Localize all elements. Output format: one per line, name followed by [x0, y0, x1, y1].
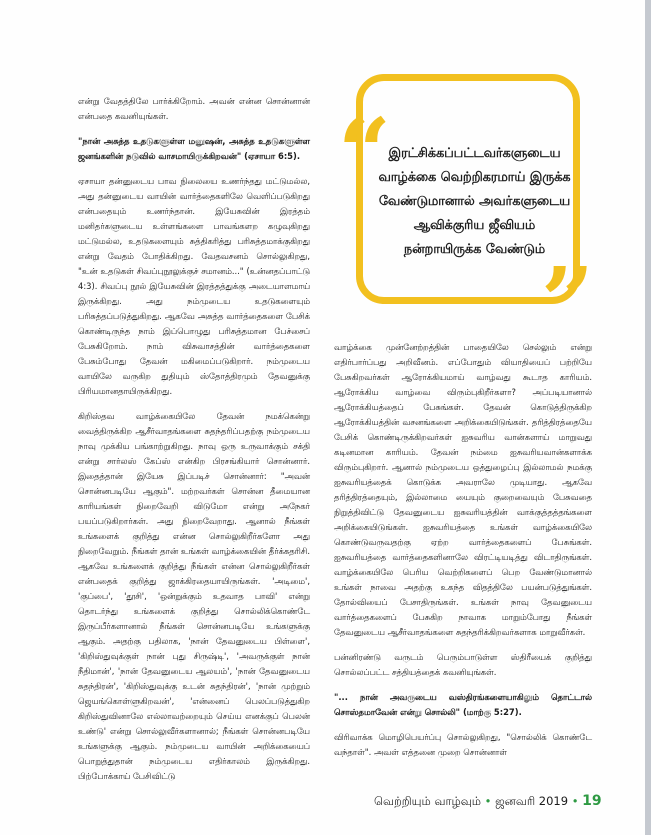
right-column	[334, 340, 592, 760]
pull-quote-text	[372, 142, 577, 262]
right-paragraph-amplified: விரிவாக்க மொழிபெயர்ப்பு சொல்லுகிறது, "சொல்லிக் கொண்டே வந்தாள்". அவள் எத்தனை முறை சொன்னாள்	[334, 732, 592, 757]
pull-quote-line: வேண்டுமானால் அவர்களுடைய	[378, 194, 571, 209]
left-column	[78, 94, 310, 784]
right-paragraph-woman: பன்னிரண்டு வருடம் பெரும்பாடுள்ள ஸ்திரீயைக் குறித்து சொல்லப்பட்ட சத்தியத்தைக் கவனியுங்கள்.	[334, 652, 592, 677]
pull-quote-line: நன்றாயிருக்க வேண்டும்	[403, 242, 546, 257]
right-paragraph-health: வாழ்க்கை முன்னேற்றத்தின் பாதையிலே செல்லும் என்று எதிர்பார்ப்பது அறிவீனம். எப்போதும் வியாதியைப் பற்றியே பேசுகிறவர்கள் ஆரோக்கியமாய் வாழ்வது கூடாத காரியம். ஆரோக்கிய வாழ்வை விரும்புகிறீர்களா? அப்படியானால் ஆரோக்கியத்தைப் பேசுங்கள். தேவன் கொடுத்திருக்கிற ஆரோக்கியத்தின் வசனங்களை அறிக்கையிடுங்கள். தரித்திரத்தையே பேசிக் கொண்டிருக்கிறவர்கள் ஐசுவரிய வான்களாய் மாறுவது கடினமான காரியம். தேவன் நம்மை ஐசுவரியவான்களாக்க விரும்புகிறார். ஆனால் நம்முடைய ஒத்துழைப்பு இல்லாமல் நமக்கு ஐசுவரியத்தைக் கொடுக்க அவராலே முடியாது. ஆகவே தரித்திரத்தையும், இல்லாமை யையும் குறைவையும் பேசுவதை நிறுத்திவிட்டு தேவனுடைய ஐசுவரியத்தின் வாக்குத்தத்தங்களை அறிக்கையிடுங்கள். ஐசுவரியத்தை உங்கள் வாழ்க்கையிலே கொண்டுவருவதற்கு ஏற்ற வார்த்தைகளைப் பேசுங்கள். ஐசுவரியத்தை வார்த்தைகளினாலே விரட்டியடித்து விடாதிருங்கள். வாழ்க்கையிலே பெரிய வெற்றிகளைப் பெற வேண்டுமானால் உங்கள் நாவை அதற்கு உகந்த விதத்திலே பயன்படுத்துங்கள். தோல்வியைப் பேசாதிருங்கள். உங்கள் நாவு தேவனுடைய வார்த்தைகளைப் பேசுகிற நாவாக மாறும்போது நீங்கள் தேவனுடைய ஆசீர்வாதங்களை சுதந்தரிக்கிறவர்களாக மாறுவீர்கள்.	[334, 342, 592, 637]
right-scripture-quote: "... நான் அவருடைய வஸ்திரங்களையாகிலும் தொட்டால் சொஸ்தமாவேன் என்று சொல்லி" (மாற்கு 5:27).	[334, 692, 592, 717]
magazine-name: வெற்றியும் வாழ்வும்	[374, 794, 481, 808]
left-paragraph-tongue: கிறிஸ்தவ வாழ்க்கையிலே தேவன் நமக்கென்று வைத்திருக்கிற ஆசீர்வாதங்களை சுதந்தரிப்பதற்கு நம்முடைய நாவு முக்கிய பங்காற்றுகிறது. நாவு ஒரு உருவாக்கும் சக்தி என்று சார்லஸ் கேப்ஸ் என்கிற பிரசங்கியார் சொன்னார். இதைத்தான் இயேசு இப்படிச் சொன்னார்: "அவன் சொன்னபடியே ஆகும்". மற்றவர்கள் சொன்ன தீமையான காரியங்கள் நிறைவேறி விடுமோ என்று அநேகர் பயப்படுகிறார்கள். அது நிறைவேறாது. ஆனால் நீங்கள் உங்களைக் குறித்து என்ன சொல்லுகிறீர்களோ அது நிறைவேறும். நீங்கள் தான் உங்கள் வாழ்க்கையின் தீர்க்கதரிசி. ஆகவே உங்களைக் குறித்து நீங்கள் என்ன சொல்லுகிறீர்கள் என்பதைக் குறித்து ஜாக்கிரதையாயிருங்கள். 'அடிமை', 'குப்பை', 'தூசி', 'ஒன்றுக்கும் உதவாத பாவி' என்று தொடர்ந்து உங்களைக் குறித்து சொல்லிக்கொண்டே இருப்பீர்களானால் நீங்கள் சொன்னபடியே உங்களுக்கு ஆகும். அதற்கு பதிலாக, 'நான் தேவனுடைய பிள்ளை', 'கிறிஸ்துவுக்குள் நான் புது சிருஷ்டி', 'அவருக்குள் நான் நீதிமான்', 'நான் தேவனுடைய ஆலயம்', 'நான் தேவனுடைய சுதந்திரன்', 'கிறிஸ்துவுக்கு உடன் சுதந்திரன்', 'நான் முற்றும் ஜெயங்கொள்ளுகிறவன்', 'என்னைப் பெலப்படுத்துகிற கிறிஸ்துவினாலே எல்லாவற்றையும் செய்ய எனக்குப் பெலன் உண்டு' என்று சொல்லுவீர்களானால்; நீங்கள் சொன்னபடியே உங்களுக்கு ஆகும். நம்முடைய வாயின் அறிக்கையைப் பொறுத்துதான் நம்முடைய எதிர்காலம் இருக்கிறது. பிற்போக்காய் பேசிவிட்டு	[78, 411, 310, 781]
page-edge-bar	[645, 0, 651, 835]
left-scripture-quote: "நான் அசுத்த உதடுகளுள்ள மனுஷன், அசுத்த உதடுகளுள்ள ஜனங்களின் நடுவில் வாசமாயிருக்கிறவன்" (ஏசாயா 6:5).	[78, 136, 310, 161]
footer-separator: •	[571, 794, 579, 808]
left-paragraph-isaiah: ஏசாயா தன்னுடைய பாவ நிலையை உணர்ந்தது மட்டுமல்ல, அது தன்னுடைய வாயின் வார்த்தைகளிலே வெளிப்படுகிறது என்பதையும் உணர்ந்தான். இயேசுவின் இரத்தம் மனிதர்களுடைய உள்ளங்களை பாவங்களற கழுவுகிறது மட்டுமல்ல, உதடுகளையும் சுத்திகரித்து பரிசுத்தமாக்குகிறது என்று வேதம் போதிக்கிறது. வேதவசனம் சொல்லுகிறது, "உன் உதடுகள் சிவப்புநூலுக்குச் சமானம்..." (உன்னதப்பாட்டு 4:3). சிவப்பு நூல் இயேசுவின் இரத்தத்துக்கு அடையாளமாய் இருக்கிறது. அது நம்முடைய உதடுகளையும் பரிசுத்தப்படுத்துகிறது. ஆகவே அசுத்த வார்த்தைகளை பேசிக் கொண்டிருந்த நாம் இப்பொழுது பரிசுத்தமான பேச்சைப் பேசுகிறோம். நாம் விசுவாசத்தின் வார்த்தைகளை பேசும்போது தேவன் மகிமைப்படுகிறார். நம்முடைய வாயிலே வருகிற துதியும் ஸ்தோத்திரமும் தேவனுக்கு பிரியமானதாயிருக்கிறது.	[78, 176, 310, 396]
pull-quote-line: இரட்சிக்கப்பட்டவர்களுடைய	[388, 146, 561, 161]
page-footer	[374, 793, 602, 810]
footer-separator: •	[484, 794, 492, 808]
left-paragraph-intro: என்று வேதத்திலே பார்க்கிறோம். அவன் என்ன சொன்னான் என்பதை கவனியுங்கள்.	[78, 96, 310, 121]
pull-quote-line: ஆவிக்குரிய ஜீவியம்	[413, 218, 536, 233]
page-number: 19	[582, 793, 602, 809]
pull-quote-line: வாழ்க்கை வெற்றிகரமாய் இருக்க	[378, 170, 571, 185]
open-quote-icon: “	[338, 98, 391, 206]
close-quote-icon: ”	[541, 247, 594, 355]
issue-date: ஜனவரி 2019	[495, 794, 569, 808]
